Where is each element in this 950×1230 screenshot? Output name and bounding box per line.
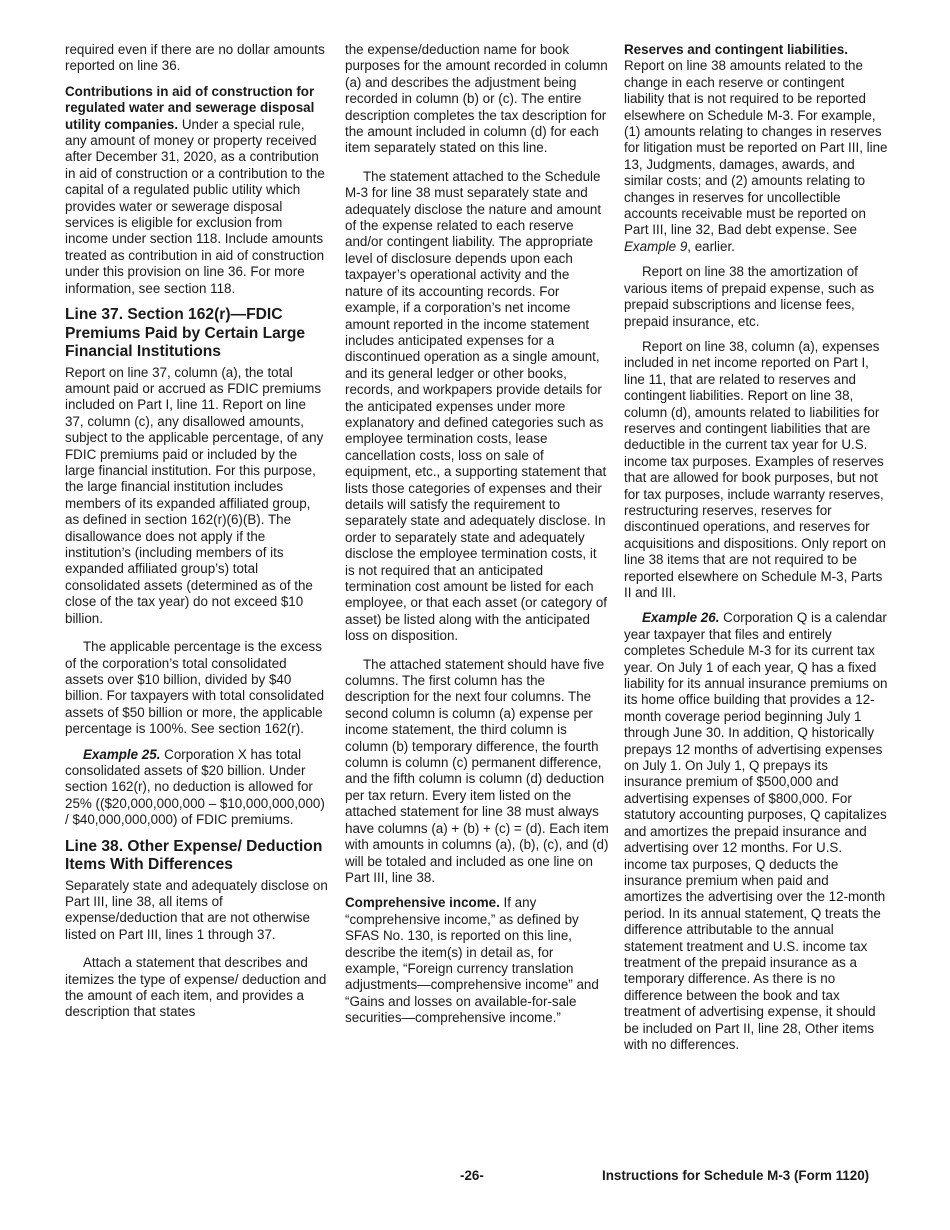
- example-label: Example 25.: [83, 746, 161, 762]
- example-label: Example 26.: [642, 610, 720, 626]
- column-3: [624, 42, 888, 1062]
- paragraph: Report on line 38 the amortization of various items of prepaid expense, such as prepaid subscriptions and license fees, prepaid insurance, etc.: [624, 264, 875, 329]
- paragraph-text-end: , earlier.: [687, 238, 735, 254]
- run-in-heading: Reserves and contingent liabilities.: [624, 42, 848, 57]
- section-heading-line-38: Line 38. Other Expense/ Deduction Items With Differences: [65, 837, 323, 874]
- example-text: Corporation Q is a calendar year taxpayer that files and entirely completes Schedule M-3 for its current tax year. On July 1 of each year, Q has a fixed liability for its annual insurance premiums on its home office building that provides a 12-month coverage period beginning July 1 through June 30. In addition, Q historically prepays 12 months of advertising expenses on July 1. On July 1, Q prepays its insurance premium of $500,000 and advertising expenses of $800,000. For statutory accounting purposes, Q capitalizes and amortizes the prepaid insurance and advertising over 12 months. For U.S. income tax purposes, Q deducts the insurance premium when paid and amortizes the advertising over the 12-month period. In its annual statement, Q treats the difference attributable to the annual statement treatment and U.S. income tax treatment of the prepaid insurance as a temporary difference. As there is no difference between the book and tax treatment of advertising expense, it should be included on Part II, line 28, Other items with no differences.: [624, 610, 888, 1052]
- paragraph: Report on line 37, column (a), the total amount paid or accrued as FDIC premiums included on Part I, line 11. Report on line 37, column (c), any disallowed amounts, subject to the applicable percentage, of any FDIC premiums paid or included by the large financial institution. For this purpose, the large financial institution includes members of its expanded affiliated group, as defined in section 162(r)(6)(B). The disallowance does not apply if the institution’s (including members of its expanded affiliated group’s) total consolidated assets (determined as of the close of the tax year) do not exceed $10 billion.: [65, 364, 324, 626]
- example-reference: Example 9: [624, 238, 688, 254]
- paragraph-reserves: [624, 42, 888, 255]
- paragraph: Attach a statement that describes and itemizes the type of expense/ deduction and the amount of each item, and provides a description that states: [65, 955, 327, 1020]
- run-in-heading: Contributions in aid of construction for regulated water and sewerage disposal utility companies.: [65, 83, 315, 132]
- document-title: Instructions for Schedule M-3 (Form 1120): [602, 1168, 870, 1183]
- section-heading-line-37: Line 37. Section 162(r)—FDIC Premiums Paid by Certain Large Financial Institutions: [65, 306, 306, 361]
- paragraph: the expense/deduction name for book purposes for the amount recorded in column (a) and describes the adjustment being recorded in column (b) or (c). The entire description completes the tax description for the amount included in column (d) for each item separately stated on this line.: [345, 42, 608, 156]
- example-26: [624, 610, 888, 1053]
- paragraph-text: Under a special rule, any amount of money or property received after December 31, 2020, as a contribution in aid of construction or a contribution to the capital of a regulated public utility which provides water or sewerage disposal services is eligible for exclusion from income under section 118. Include amounts treated as contribution in aid of construction under this provision on line 36. For more information, see section 118.: [65, 116, 325, 296]
- column-2: [345, 42, 609, 1036]
- example-25: [65, 747, 328, 829]
- paragraph: Separately state and adequately disclose on Part III, line 38, all items of expense/deduction that are not otherwise listed on Part III, lines 1 through 37.: [65, 877, 328, 942]
- paragraph: The applicable percentage is the excess of the corporation’s total consolidated assets over $10 billion, divided by $40 billion. For taxpayers with total consolidated assets of $50 billion or more, the applicable percentage is 100%. See section 162(r).: [65, 639, 325, 737]
- column-1: [65, 42, 328, 1030]
- page-number: -26-: [460, 1168, 484, 1183]
- paragraph: Report on line 38, column (a), expenses included in net income reported on Part I, line 11, that are related to reserves and contingent liabilities. Report on line 38, column (d), amounts related to liabilities for reserves and contingent liabilities that are deductible in the current tax year for U.S. income tax purposes. Examples of reserves that are allowed for book purposes, but not for tax purposes, include warranty reserves, restructuring reserves, reserves for discontinued operations, and reserves for acquisitions and dispositions. Only report on line 38 items that are not required to be reported elsewhere on Schedule M-3, Parts II and III.: [624, 338, 887, 600]
- paragraph-contributions: [65, 84, 328, 297]
- run-in-heading: Comprehensive income.: [345, 895, 500, 911]
- paragraph: The statement attached to the Schedule M-3 for line 38 must separately state and adequately disclose the nature and amount of the expense related to each reserve and/or contingent liability. The appropriate level of disclosure depends upon each taxpayer’s operational activity and the nature of its accounting records. For example, if a corporation’s net income amount reported in the income statement includes anticipated expenses for a discontinued operation as a single amount, and its general ledger or other books, records, and workpapers provide details for the anticipated expenses under more explanatory and defined categories such as employee termination costs, lease cancellation costs, loss on sale of equipment, etc., a supporting statement that lists those categories of expenses and their details will satisfy the requirement to separately state and adequately disclose. In order to separately state and adequately disclose the employee termination costs, it is not required that an anticipated termination cost amount be listed for each employee, or that each asset (or category of asset) be listed along with the anticipated loss on disposition.: [345, 168, 608, 644]
- paragraph: The attached statement should have five columns. The first column has the description for the next four columns. The second column is column (a) expense per income statement, the third column is column (b) temporary difference, the fourth column is column (c) permanent difference, and the fifth column is column (d) deduction per tax return. Every item listed on the attached statement for line 38 must always have columns (a) + (b) + (c) = (d). Each item with amounts in columns (a), (b), (c), and (d) will be totaled and included as one line on Part III, line 38.: [345, 656, 609, 885]
- paragraph-comprehensive-income: [345, 895, 609, 1026]
- paragraph: required even if there are no dollar amounts reported on line 36.: [65, 42, 325, 74]
- example-text: Corporation X has total consolidated assets of $20 billion. Under section 162(r), no deduction is allowed for 25% (($20,000,000,000 – $10,000,000,000) / $40,000,000,000) of FDIC premiums.: [65, 746, 325, 828]
- paragraph-text: Report on line 38 amounts related to the change in each reserve or contingent liability that is not required to be reported elsewhere on Schedule M-3. For example, (1) amounts relating to changes in reserves for litigation must be reported on Part III, line 13, Judgments, damages, awards, and similar costs; and (2) amounts relating to changes in reserves for uncollectible accounts receivable must be reported on Part III, line 32, Bad debt expense. See: [624, 58, 888, 238]
- paragraph-text: If any “comprehensive income,” as defined by SFAS No. 130, is reported on this line, describe the item(s) in detail as, for example, “Foreign currency translation adjustments—comprehensive income” and “Gains and losses on available-for-sale securities—comprehensive income.”: [345, 895, 599, 1026]
